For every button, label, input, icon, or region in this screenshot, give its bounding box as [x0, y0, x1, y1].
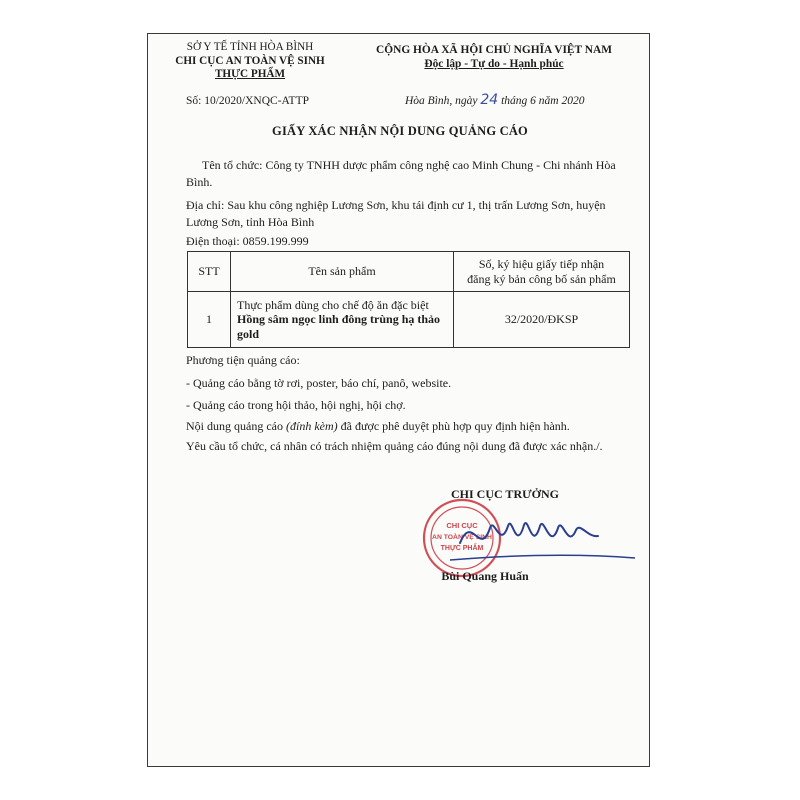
address-value: Sau khu công nghiệp Lương Sơn, khu tái định cư 1, thị trấn Lương Sơn, huyện Lương Sơn, tỉnh Hòa Bình: [186, 198, 606, 229]
product-table: [187, 251, 630, 348]
country-name: CỘNG HÒA XÃ HỘI CHỦ NGHĨA VIỆT NAM: [376, 44, 612, 56]
signatory-title: CHI CỤC TRƯỞNG: [450, 487, 559, 501]
stamp-text-2: AN TOÀN VỆ SINH: [432, 534, 492, 541]
motto-text: Độc lập - Tự do - Hạnh phúc: [424, 57, 564, 70]
address-paragraph: [186, 197, 628, 231]
approval-after: đã được phê duyệt phù hợp quy định hiện hành.: [340, 419, 570, 433]
org-paragraph: [186, 157, 628, 191]
date-prefix: Hòa Bình, ngày: [405, 95, 478, 107]
row-product-name: [231, 292, 454, 348]
row-stt: 1: [188, 292, 231, 348]
ministry-line: SỞ Y TẾ TỈNH HÒA BÌNH: [186, 41, 314, 53]
date-line: [405, 92, 635, 108]
table-header-cell: Tên sản phẩm: [231, 252, 454, 292]
agency-header: [165, 41, 335, 82]
table-header-cell: Số, ký hiệu giấy tiếp nhận đăng ký bản công bố sản phẩm: [454, 252, 630, 292]
table-row: [188, 292, 630, 348]
document-title: GIẤY XÁC NHẬN NỘI DUNG QUẢNG CÁO: [272, 124, 528, 138]
phone-value: 0859.199.999: [242, 234, 309, 248]
approval-italic: (đính kèm): [285, 419, 338, 433]
product-name-plain: Thực phẩm dùng cho chế độ ăn đặc biệt: [237, 297, 429, 312]
media-item: - Quảng cáo trong hội thảo, hội nghị, hội chợ.: [186, 398, 406, 412]
signatory-name: Bùi Quang Huấn: [441, 569, 529, 583]
product-name-bold: Hồng sâm ngọc linh đông trùng hạ thảo gold: [237, 312, 441, 341]
table-header-cell: STT: [188, 252, 231, 292]
table-header-row: [188, 252, 630, 292]
stamp-text-1: CHI CỤC: [446, 521, 478, 530]
requirement-paragraph: Yêu cầu tổ chức, cá nhân có trách nhiệm quảng cáo đúng nội dung đã được xác nhận./.: [186, 439, 603, 453]
org-value: Công ty TNHH dược phẩm công nghệ cao Minh Chung - Chi nhánh Hòa Bình.: [186, 158, 616, 189]
motto: [362, 58, 626, 72]
stamp-text-3: THỰC PHẨM: [440, 545, 484, 552]
date-day: 24: [480, 92, 499, 108]
approval-before: Nội dung quảng cáo: [186, 419, 283, 433]
signature-underline: [450, 555, 635, 560]
org-label: Tên tổ chức:: [202, 158, 263, 172]
document-number: Số: 10/2020/XNQC-ATTP: [186, 95, 309, 107]
media-item: - Quảng cáo bằng tờ rơi, poster, báo chí, panô, website.: [186, 376, 452, 390]
row-registration-code: 32/2020/ĐKSP: [454, 292, 630, 348]
phone-label: Điện thoại:: [186, 234, 240, 248]
agency-line-1: CHI CỤC AN TOÀN VỆ SINH: [175, 54, 325, 67]
approval-paragraph: [186, 418, 628, 435]
agency-line-2-text: THỰC PHẨM: [214, 68, 286, 80]
media-heading: Phương tiện quảng cáo:: [186, 353, 300, 367]
national-header: [362, 44, 626, 71]
phone-line: [186, 233, 628, 250]
date-suffix: tháng 6 năm 2020: [501, 95, 585, 107]
agency-line-2: [165, 68, 335, 82]
address-label: Địa chỉ:: [186, 198, 225, 212]
